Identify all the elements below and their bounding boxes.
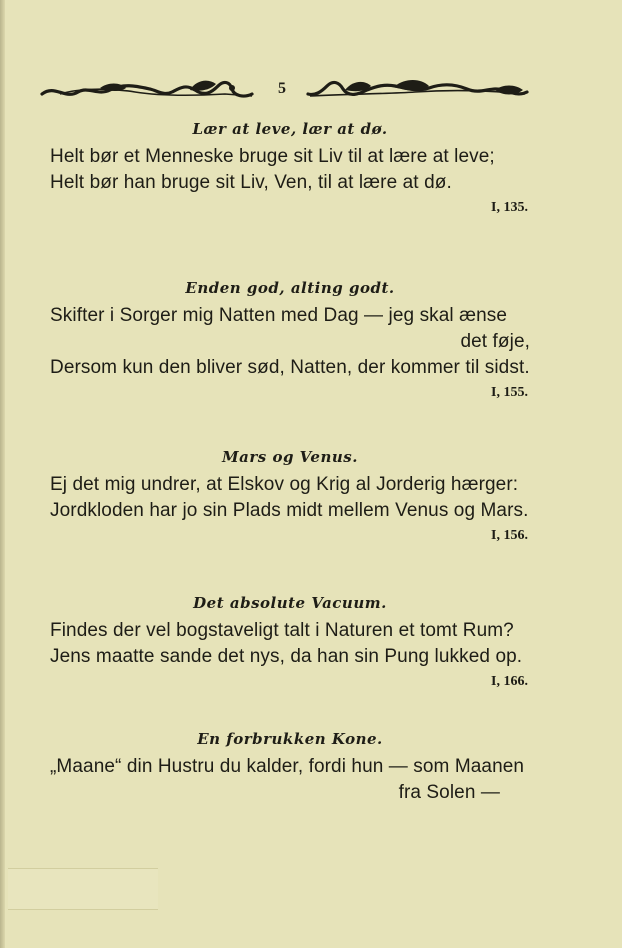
poem — [50, 277, 530, 403]
verse-line: Findes der vel bogstaveligt talt i Naturen et tomt Rum? — [50, 620, 514, 641]
scroll-ornament-icon — [305, 74, 530, 104]
verse-line: Helt bør et Menneske bruge sit Liv til at lære at leve; — [50, 146, 495, 167]
poem-title: Enden god, alting godt. — [185, 279, 395, 297]
verse-line: Ej det mig undrer, at Elskov og Krig al Jorderig hærger: — [50, 474, 519, 495]
poem-title: Mars og Venus. — [222, 448, 358, 466]
verse-line: Skifter i Sorger mig Natten med Dag — jeg skal ænse — [50, 305, 508, 326]
verse-line: fra Solen — — [398, 782, 500, 803]
poem-title: Det absolute Vacuum. — [193, 594, 387, 612]
page-edge — [0, 0, 5, 948]
library-stamp-area — [8, 868, 158, 910]
poem — [50, 592, 530, 692]
verse-line: Jordkloden har jo sin Plads midt mellem Venus og Mars. — [50, 500, 529, 521]
verse-line: Dersom kun den bliver sød, Natten, der kommer til sidst. — [50, 357, 530, 378]
poem-title: En forbrukken Kone. — [197, 730, 383, 748]
page-number: 5 — [278, 80, 286, 97]
page-header — [40, 74, 530, 104]
poem — [50, 728, 530, 806]
verse-line: „Maane“ din Hustru du kalder, fordi hun — som Maanen — [50, 756, 525, 777]
citation: I, 155. — [491, 385, 528, 400]
poem-title: Lær at leve, lær at dø. — [192, 120, 388, 138]
poem — [50, 446, 530, 546]
citation: I, 166. — [491, 674, 528, 689]
verse-line: det føje, — [460, 331, 530, 352]
verse-line: Jens maatte sande det nys, da han sin Pung lukked op. — [50, 646, 523, 667]
poem — [50, 118, 530, 218]
scroll-ornament-icon — [40, 74, 255, 104]
citation: I, 156. — [491, 528, 528, 543]
citation: I, 135. — [491, 200, 528, 215]
verse-line: Helt bør han bruge sit Liv, Ven, til at lære at dø. — [50, 172, 452, 193]
